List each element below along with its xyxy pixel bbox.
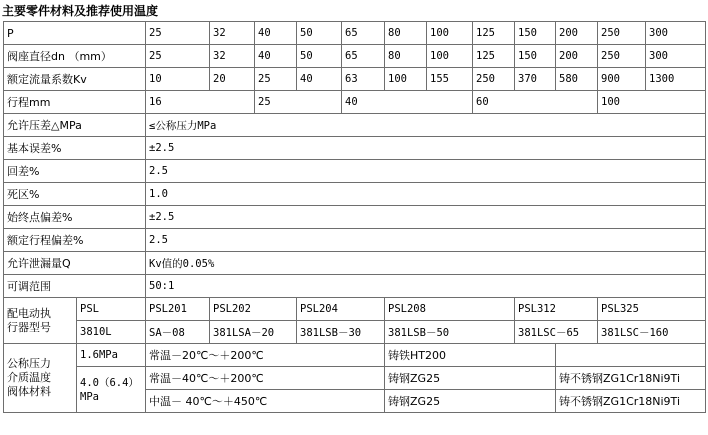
table-cell: ≤公称压力MPa [146,114,706,137]
table-cell: PSL208 [385,298,515,321]
table-cell: 50 [297,22,342,45]
specification-table [3,21,706,413]
actuator-label-line2: 行器型号 [7,320,51,334]
materials-label-line3: 阀体材料 [7,385,51,398]
table-cell: 63 [342,68,385,91]
row-label-kv: 额定流量系数Kv [4,68,146,91]
row-label-dp: 允许压差△MPa [4,114,146,137]
table-cell: 32 [210,22,255,45]
material-cell: 铸铁HT200 [385,344,556,367]
row-label-leakage: 允许泄漏量Q [4,252,146,275]
table-row-kv [4,68,706,91]
row-label-actuator [4,298,77,344]
pressure-cell-2 [77,367,146,413]
table-cell: 65 [342,45,385,68]
table-row-dp [4,114,706,137]
table-cell: 25 [146,45,210,68]
row-label-p: P [4,22,146,45]
table-cell: PSL204 [297,298,385,321]
temperature-cell: 中温－ 40℃～＋450℃ [146,390,385,413]
table-cell: 80 [385,22,427,45]
table-row-material-1 [4,344,706,367]
table-cell: 16 [146,91,255,114]
material-cell: 铸不锈钢ZG1Cr18Ni9Ti [556,367,706,390]
table-row-material-2 [4,367,706,390]
table-cell: 100 [427,45,473,68]
table-cell: 50 [297,45,342,68]
table-cell: 25 [146,22,210,45]
table-row-deadband [4,183,706,206]
temperature-cell: 常温－40℃～＋200℃ [146,367,385,390]
table-cell: 125 [473,22,515,45]
pressure2-line1: 4.0（6.4） [80,376,139,389]
table-cell: 100 [385,68,427,91]
table-cell: SA－08 [146,321,210,344]
row-label-rated-stroke: 额定行程偏差% [4,229,146,252]
table-cell: 1.0 [146,183,706,206]
table-cell: 2.5 [146,229,706,252]
row-label-hysteresis: 回差% [4,160,146,183]
row-label-stroke: 行程mm [4,91,146,114]
table-cell: 40 [255,45,297,68]
table-row-stroke [4,91,706,114]
table-cell: 40 [255,22,297,45]
table-row-p [4,22,706,45]
table-cell: 40 [342,91,473,114]
table-cell: 3810L [77,321,146,344]
table-cell: 60 [473,91,598,114]
table-cell: 300 [646,45,706,68]
table-cell: 150 [515,45,556,68]
table-cell: 200 [556,22,598,45]
table-cell: 65 [342,22,385,45]
table-cell: 80 [385,45,427,68]
table-cell: 250 [598,45,646,68]
table-cell: PSL325 [598,298,706,321]
table-cell: 250 [598,22,646,45]
table-row-hysteresis [4,160,706,183]
materials-label-line2: 介质温度 [7,371,51,384]
table-cell: 250 [473,68,515,91]
table-cell: 125 [473,45,515,68]
material-cell: 铸不锈钢ZG1Cr18Ni9Ti [556,390,706,413]
table-cell: 50:1 [146,275,706,298]
table-row-actuator-2 [4,321,706,344]
table-row-dn [4,45,706,68]
pressure2-line2: MPa [80,390,99,403]
table-cell: 100 [598,91,706,114]
row-label-materials [4,344,77,413]
row-label-deadband: 死区% [4,183,146,206]
table-cell: 32 [210,45,255,68]
table-row-range [4,275,706,298]
temperature-cell: 常温－20℃～＋200℃ [146,344,385,367]
table-cell: 1300 [646,68,706,91]
table-cell: 40 [297,68,342,91]
row-label-endpoint: 始终点偏差% [4,206,146,229]
table-row-actuator [4,298,706,321]
table-row-endpoint [4,206,706,229]
table-cell: 25 [255,91,342,114]
material-cell [556,344,706,367]
table-cell: 381LSC－65 [515,321,598,344]
table-title: 主要零件材料及推荐使用温度 [2,4,159,18]
table-cell: 150 [515,22,556,45]
table-cell: 10 [146,68,210,91]
actuator-label-line1: 配电动执 [7,306,51,320]
materials-label-line1: 公称压力 [7,357,51,370]
table-row-leakage [4,252,706,275]
table-cell: PSL312 [515,298,598,321]
table-cell: PSL202 [210,298,297,321]
table-row-rated-stroke [4,229,706,252]
pressure-cell-1: 1.6MPa [77,344,146,367]
table-cell: 2.5 [146,160,706,183]
table-cell: 155 [427,68,473,91]
row-label-dn: 阀座直径dn （mm） [4,45,146,68]
table-cell: 200 [556,45,598,68]
table-cell: PSL201 [146,298,210,321]
material-cell: 铸钢ZG25 [385,367,556,390]
table-cell: ±2.5 [146,206,706,229]
table-row-basic-error [4,137,706,160]
table-cell: 370 [515,68,556,91]
table-cell: 381LSB－50 [385,321,515,344]
material-cell: 铸钢ZG25 [385,390,556,413]
table-cell: 381LSA－20 [210,321,297,344]
table-cell: 381LSC－160 [598,321,706,344]
table-cell: Kv值的0.05% [146,252,706,275]
table-cell: 900 [598,68,646,91]
table-cell: 25 [255,68,297,91]
table-cell: 20 [210,68,255,91]
table-cell: ±2.5 [146,137,706,160]
row-label-range: 可调范围 [4,275,146,298]
table-cell: 300 [646,22,706,45]
table-cell: PSL [77,298,146,321]
table-cell: 100 [427,22,473,45]
row-label-basic-error: 基本误差% [4,137,146,160]
table-cell: 580 [556,68,598,91]
table-cell: 381LSB－30 [297,321,385,344]
